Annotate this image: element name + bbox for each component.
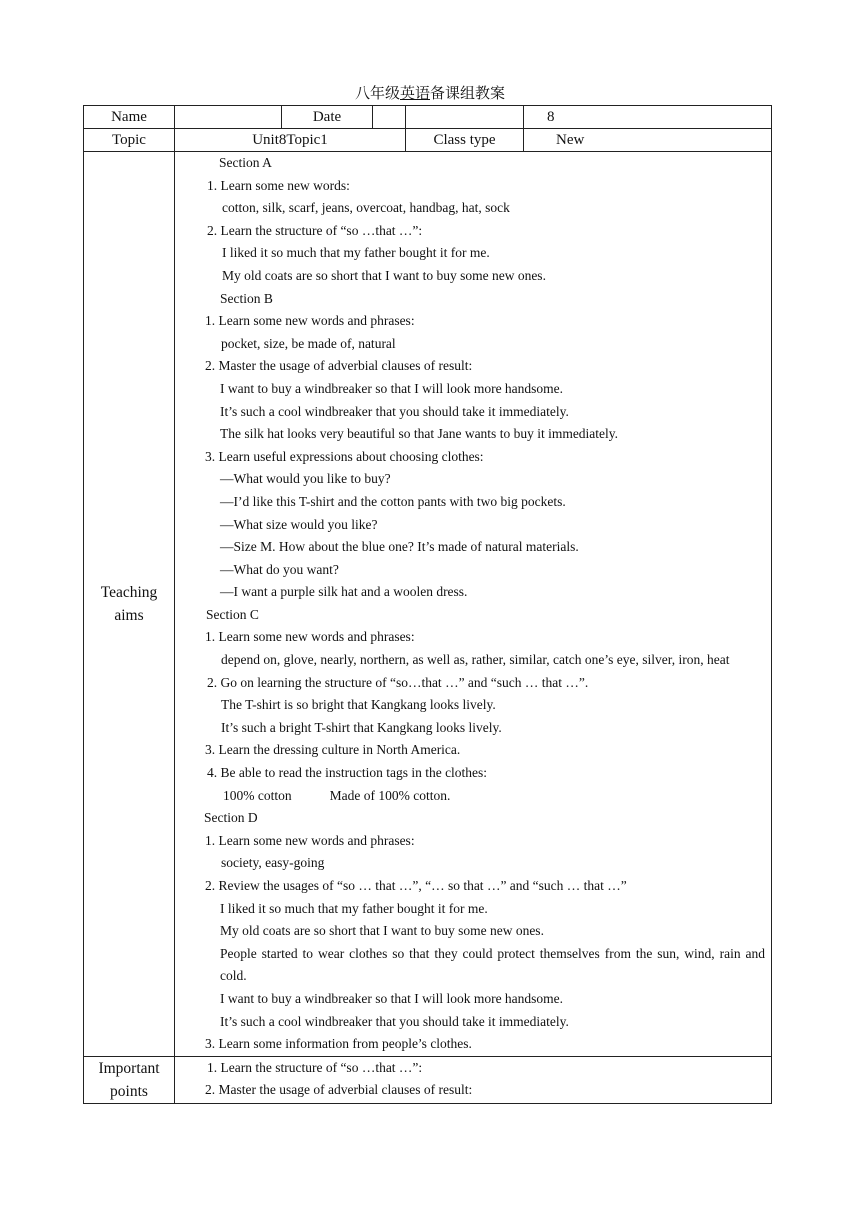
important-points-label-line2: points — [110, 1082, 148, 1100]
aims-line: 1. Learn some new words and phrases: — [205, 832, 415, 848]
aims-line: 3. Learn some information from people’s clothes. — [205, 1036, 472, 1052]
teaching-aims-row — [84, 152, 772, 1057]
date-spacer — [373, 106, 406, 129]
topic-label: Topic — [84, 129, 175, 152]
aims-line: The silk hat looks very beautiful so that Jane wants to buy it immediately. — [220, 426, 619, 442]
aims-line: —What size would you like? — [220, 516, 378, 532]
important-points-row — [84, 1056, 772, 1103]
title-suffix: 备课组教案 — [430, 86, 506, 102]
teaching-aims-label — [84, 152, 175, 1057]
aims-line: 2. Learn the structure of “so …that …”: — [207, 222, 423, 238]
important-line: 1. Learn the structure of “so …that …”: — [207, 1059, 423, 1075]
aims-line: —What would you like to buy? — [220, 471, 391, 487]
title-prefix: 八年级 — [354, 86, 400, 102]
aims-line: cotton, silk, scarf, jeans, overcoat, handbag, hat, sock — [222, 200, 510, 216]
page-title — [0, 84, 860, 104]
date-label: Date — [282, 106, 373, 129]
tag-label-long: Made of 100% cotton. — [329, 787, 451, 803]
aims-line: 3. Learn useful expressions about choosing clothes: — [205, 448, 484, 464]
aims-line: I liked it so much that my father bought it for me. — [222, 245, 490, 261]
aims-line: —What do you want? — [220, 561, 339, 577]
aims-line: 1. Learn some new words and phrases: — [205, 313, 415, 329]
important-points-label — [84, 1056, 175, 1103]
aims-line: 1. Learn some new words and phrases: — [205, 629, 415, 645]
important-points-content — [175, 1056, 772, 1103]
aims-line: It’s such a bright T-shirt that Kangkang looks lively. — [221, 719, 502, 735]
aims-line: People started to wear clothes so that they could protect themselves from the sun, wind, rain and cold. — [220, 945, 765, 984]
aims-line: depend on, glove, nearly, northern, as well as, rather, similar, catch one’s eye, silver, iron, heat — [221, 652, 730, 668]
date-value-text: 8 — [547, 109, 555, 125]
aims-line: My old coats are so short that I want to buy some new ones. — [220, 923, 544, 939]
aims-line: It’s such a cool windbreaker that you should take it immediately. — [220, 403, 569, 419]
aims-line: pocket, size, be made of, natural — [221, 335, 396, 351]
aims-line: I liked it so much that my father bought it for me. — [220, 900, 488, 916]
aims-line: It’s such a cool windbreaker that you should take it immediately. — [220, 1013, 569, 1029]
aims-line: —I’d like this T-shirt and the cotton pants with two big pockets. — [220, 493, 566, 509]
aims-line: The T-shirt is so bright that Kangkang looks lively. — [221, 697, 496, 713]
aims-line: I want to buy a windbreaker so that I will look more handsome. — [220, 990, 564, 1006]
aims-line: 2. Go on learning the structure of “so…that …” and “such … that …”. — [207, 674, 589, 690]
title-subject: 英语 — [399, 86, 430, 102]
teaching-aims-content — [175, 152, 772, 1057]
teaching-aims-label-line1: Teaching — [100, 583, 158, 601]
date-value — [524, 106, 772, 129]
lesson-plan-table — [83, 105, 772, 1104]
aims-line: Section A — [219, 155, 272, 170]
class-type-label: Class type — [406, 129, 524, 152]
aims-line: 1. Learn some new words: — [207, 177, 350, 193]
class-type-value — [524, 129, 772, 152]
aims-line: Section D — [204, 810, 258, 826]
name-label: Name — [84, 106, 175, 129]
aims-line: 2. Review the usages of “so … that …”, “… so that …” and “such … that …” — [205, 878, 627, 893]
important-line: 2. Master the usage of adverbial clauses of result: — [205, 1082, 473, 1098]
aims-line: 3. Learn the dressing culture in North America. — [205, 742, 461, 758]
aims-line-tags — [175, 785, 771, 808]
header-row-1 — [84, 106, 772, 129]
aims-line: I want to buy a windbreaker so that I will look more handsome. — [220, 380, 564, 396]
topic-value: Unit8Topic1 — [175, 129, 406, 152]
name-value — [175, 106, 282, 129]
aims-line: —Size M. How about the blue one? It’s made of natural materials. — [220, 539, 579, 555]
aims-line: society, easy-going — [221, 855, 325, 871]
aims-line: My old coats are so short that I want to buy some new ones. — [222, 267, 546, 283]
header-row-2 — [84, 129, 772, 152]
tag-label-short: 100% cotton — [223, 787, 292, 803]
aims-line: 2. Master the usage of adverbial clauses of result: — [205, 358, 473, 374]
aims-line: Section C — [206, 606, 259, 622]
aims-line: Section B — [220, 290, 273, 306]
teaching-aims-label-line2: aims — [114, 606, 144, 624]
important-points-label-line1: Important — [98, 1059, 160, 1077]
date-blank — [406, 106, 524, 129]
aims-line: —I want a purple silk hat and a woolen dress. — [220, 584, 468, 600]
class-type-value-text: New — [556, 132, 585, 148]
aims-line: 4. Be able to read the instruction tags in the clothes: — [207, 765, 488, 781]
